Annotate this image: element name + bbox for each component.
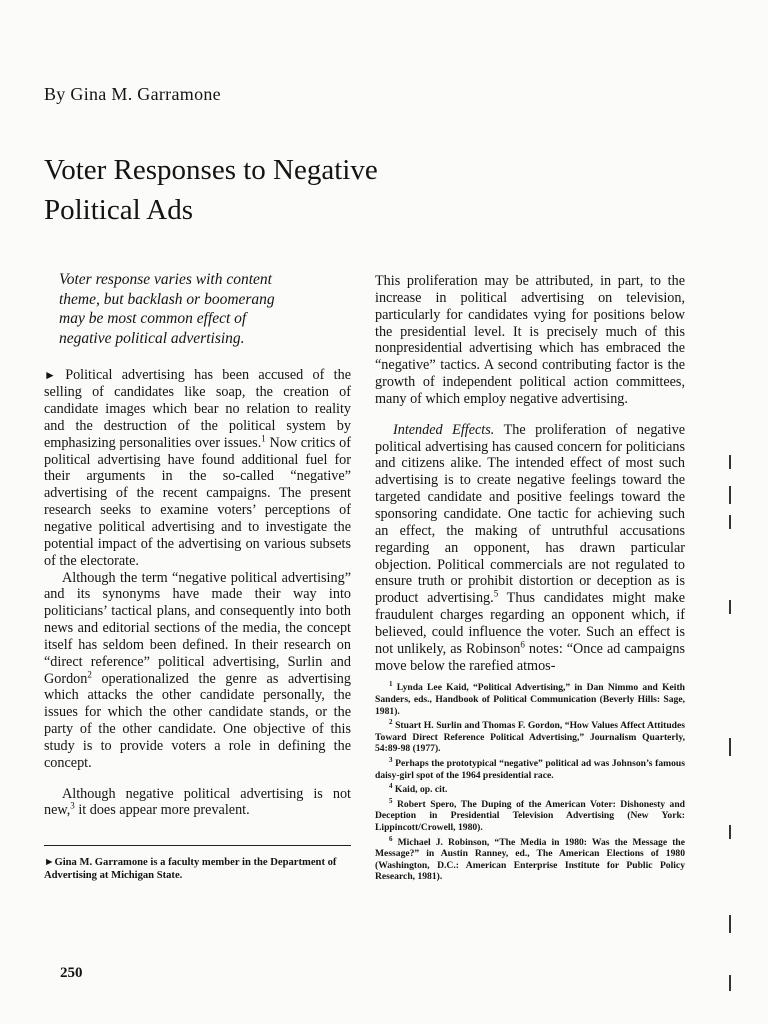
- footnote-text: Robert Spero, The Duping of the American Voter: Dishonesty and Deception in Presidential Television Advertising (New York: Lippincott/Crowell, 1980).: [375, 798, 685, 833]
- title-line-1: Voter Responses to Negative: [44, 154, 378, 186]
- left-p1-text-b: Now critics of political advertising have found additional fuel for their arguments in the so-called “negative” advertising of the recent campaigns. The present research seeks to examine voters’ perceptions of negative political advertising and to investigate the potential impact of the advertising on various subsets of the electorate.: [44, 434, 351, 569]
- left-p2-text-a: Although the term “negative political advertising” and its synonyms have made their way into politicians’ tactical plans, and consequently into both news and editorial sections of the media, the concept itself has seldom been defined. In their research on “direct reference” political advertising, Surlin and Gordon: [44, 569, 351, 687]
- right-p2-text-c: notes: “Once ad campaigns move below the rarefied atmos-: [375, 640, 685, 674]
- left-p1-text-a: Political advertising has been accused of the selling of candidates like soap, the creation of candidate images which bear no relation to reality and the destruction of the political system by emphasizing personalities over issues.: [44, 367, 351, 451]
- left-paragraph-2: [44, 570, 351, 772]
- footnote-ref: 5: [493, 588, 499, 599]
- right-p2-text-a: The proliferation of negative political advertising has caused concern for politicians and citizens alike. The intended effect of most such advertising is to create negative feelings toward the targeted candidate and positive feelings toward the sponsoring candidate. One tactic for achieving such an effect, the making of untruthful accusations regarding an opponent, has drawn particular objection. Political commercials are not regulated to ensure truth or prohibit distortion or deception as is product advertising.: [375, 421, 685, 607]
- footnote-number: 4: [389, 781, 393, 790]
- scan-edge-mark: [729, 738, 731, 756]
- left-p3-text-a: Although negative political advertising is not new,: [44, 785, 351, 819]
- footnote-text: Michael J. Robinson, “The Media in 1980: Was the Message the Message?” in Austin Ranney, ed., The American Elections of 1980 (Washington, D.C.: American Enterprise Institute for Public Policy Research, 1981).: [375, 836, 685, 883]
- footnote-number: 1: [389, 680, 393, 689]
- footnote-item: [375, 781, 685, 796]
- byline: By Gina M. Garramone: [44, 84, 221, 104]
- left-paragraph-1: [44, 367, 351, 569]
- section-heading: Intended Effects.: [393, 421, 495, 438]
- scan-edge-mark: [729, 600, 731, 614]
- article-title: [44, 150, 378, 230]
- right-column: [375, 273, 685, 886]
- scan-edge-mark: [729, 486, 731, 504]
- footnote-number: 5: [389, 796, 393, 805]
- left-p2-text-b: operationalized the genre as advertising which attacks the other candidate personally, the issues for which the other candidate stands, or the party of the other candidate. One objective of this study is to provide voters a role in defining the concept.: [44, 670, 351, 771]
- scan-edge-mark: [729, 455, 731, 469]
- footnote-text: Lynda Lee Kaid, “Political Advertising,” in Dan Nimmo and Keith Sanders, eds., Handbook of Political Communication (Beverly Hills: Sage, 1981).: [375, 682, 685, 717]
- footnote-text: Stuart H. Surlin and Thomas F. Gordon, “How Values Affect Attitudes Toward Direct Reference Political Advertising,” Journalism Quarterly, 54:89-98 (1977).: [375, 720, 685, 755]
- page-number: 250: [60, 965, 83, 981]
- footnote-ref: 3: [70, 800, 75, 811]
- footnotes: [375, 682, 685, 883]
- left-column: [44, 270, 351, 882]
- left-p3-text-b: it does appear more prevalent.: [74, 802, 250, 819]
- footnote-text: Kaid, op. cit.: [394, 784, 448, 796]
- title-line-2: Political Ads: [44, 194, 194, 226]
- footnote-ref: 1: [261, 433, 266, 444]
- paragraph-marker-icon: ►: [44, 368, 56, 383]
- scan-edge-mark: [729, 975, 731, 991]
- scan-edge-mark: [729, 915, 731, 933]
- abstract: Voter response varies with content theme, but backlash or boomerang may be most common effect of negative political advertising.: [59, 271, 275, 347]
- scan-edge-mark: [729, 515, 731, 529]
- footnote-divider: [44, 845, 351, 846]
- right-paragraph-2: [375, 422, 685, 675]
- footnote-text: Perhaps the prototypical “negative” political ad was Johnson’s famous daisy-girl spot of the 1964 presidential race.: [375, 757, 685, 781]
- footnote-number: 6: [389, 834, 393, 843]
- footnote-ref: 2: [87, 668, 92, 679]
- footnote-ref: 6: [520, 638, 525, 649]
- left-paragraph-3: [44, 786, 351, 820]
- footnote-item: [375, 682, 685, 717]
- right-p2-text-b: Thus candidates might make fraudulent charges regarding an opponent which, if believed, could influence the voter. Such an effect is not unlikely, as Robinson: [375, 590, 685, 657]
- footnote-number: 3: [389, 755, 393, 764]
- footnote-number: 2: [389, 718, 393, 726]
- footnote-item: [375, 720, 685, 755]
- right-paragraph-1: This proliferation may be attributed, in part, to the increase in political advertising on television, particularly for candidates vying for positions below the presidential level. It is precisely much of this nonpresidential advertising which has embraced the “negative” tactics. A second contributing factor is the growth of independent political action committees, many of which employ negative advertising.: [375, 273, 685, 407]
- footnote-item: [375, 796, 685, 834]
- footnote-item: [375, 755, 685, 781]
- footnote-item: [375, 834, 685, 883]
- author-note: ►Gina M. Garramone is a faculty member in the Department of Advertising at Michigan State.: [44, 857, 337, 882]
- scan-edge-mark: [729, 825, 731, 839]
